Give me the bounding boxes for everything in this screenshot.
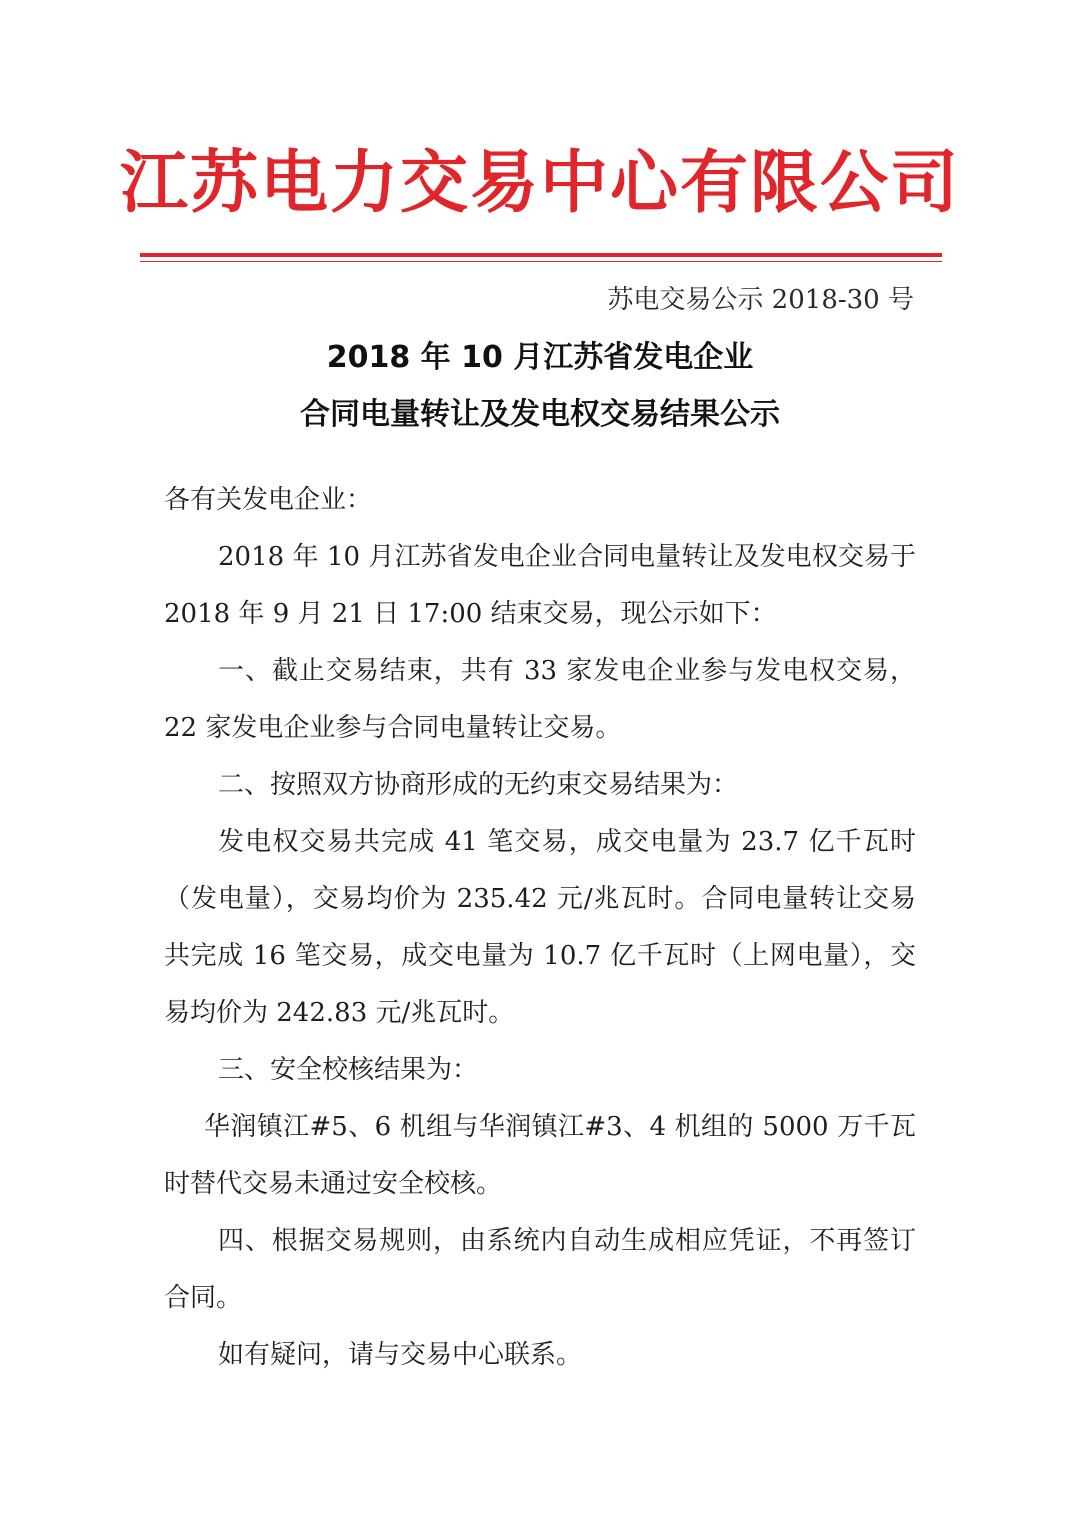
- paragraph-item-4: 四、根据交易规则，由系统内自动生成相应凭证，不再签订合同。: [164, 1226, 916, 1313]
- letterhead-org-name: 江苏电力交易中心有限公司: [119, 143, 960, 223]
- paragraph-item-3-heading: 三、安全校核结果为：: [218, 1055, 479, 1085]
- paragraph-item-3-results: 华润镇江#5、6 机组与华润镇江#3、4 机组的 5000 万千瓦时替代交易未通过安全校核。: [164, 1112, 916, 1199]
- paragraph-item-2-results: 发电权交易共完成 41 笔交易，成交电量为 23.7 亿千瓦时（发电量），交易均价为 235.42 元/兆瓦时。合同电量转让交易共完成 16 笔交易，成交电量为 10.7 亿千瓦时（上网电量），交易均价为 242.83 元/兆瓦时。: [164, 827, 916, 1028]
- paragraph-item-2-heading: 二、按照双方协商形成的无约束交易结果为：: [218, 770, 739, 800]
- document-title-line-2: 合同电量转让及发电权交易结果公示: [300, 397, 780, 432]
- salutation: 各有关发电企业：: [164, 485, 373, 515]
- letterhead-divider-thin: [140, 261, 942, 262]
- document-number: 苏电交易公示 2018-30 号: [607, 285, 914, 315]
- paragraph-intro: 2018 年 10 月江苏省发电企业合同电量转让及发电权交易于 2018 年 9 月 21 日 17:00 结束交易，现公示如下：: [164, 542, 916, 629]
- paragraph-contact: 如有疑问，请与交易中心联系。: [218, 1340, 583, 1370]
- paragraph-item-1: 一、截止交易结束，共有 33 家发电企业参与发电权交易，22 家发电企业参与合同电量转让交易。: [164, 656, 916, 743]
- document-title-line-1: 2018 年 10 月江苏省发电企业: [326, 340, 754, 375]
- letterhead-divider-thick: [140, 253, 942, 257]
